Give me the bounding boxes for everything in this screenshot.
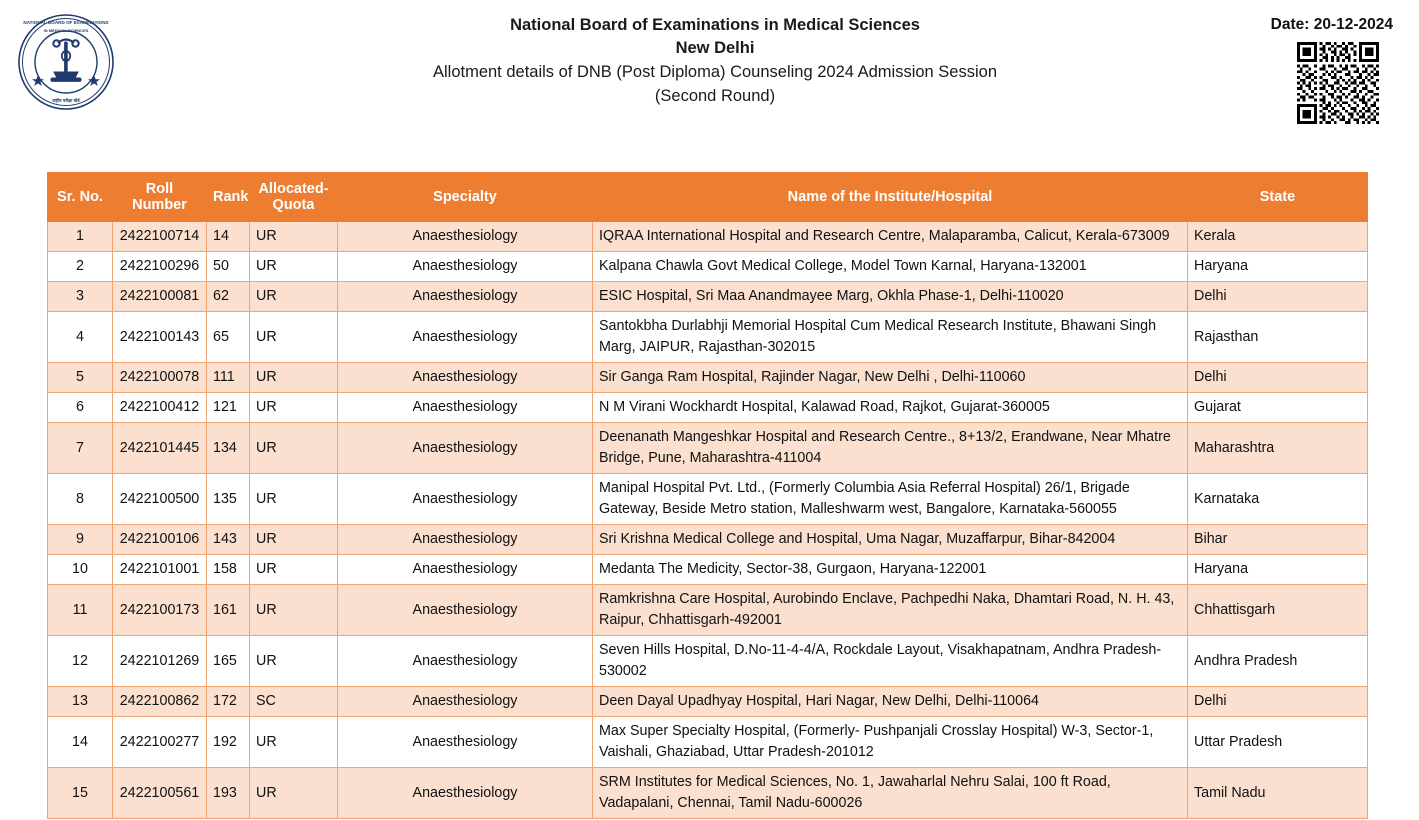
cell-sr-no: 6 — [48, 393, 113, 423]
table-row — [48, 282, 1368, 312]
cell-sr-no: 11 — [48, 585, 113, 636]
column-header-sr-no: Sr. No. — [48, 173, 113, 222]
cell-specialty: Anaesthesiology — [338, 312, 593, 363]
cell-rank: 192 — [207, 717, 250, 768]
table-row — [48, 393, 1368, 423]
table-header — [48, 173, 1368, 222]
cell-allocated-quota: UR — [250, 423, 338, 474]
cell-institute: N M Virani Wockhardt Hospital, Kalawad Road, Rajkot, Gujarat-360005 — [593, 393, 1188, 423]
cell-specialty: Anaesthesiology — [338, 222, 593, 252]
cell-rank: 135 — [207, 474, 250, 525]
cell-institute: Sri Krishna Medical College and Hospital, Uma Nagar, Muzaffarpur, Bihar-842004 — [593, 525, 1188, 555]
cell-roll-number: 2422100296 — [113, 252, 207, 282]
cell-allocated-quota: UR — [250, 636, 338, 687]
cell-specialty: Anaesthesiology — [338, 687, 593, 717]
cell-institute: Santokbha Durlabhji Memorial Hospital Cum Medical Research Institute, Bhawani Singh Marg, JAIPUR, Rajasthan-302015 — [593, 312, 1188, 363]
cell-institute: Ramkrishna Care Hospital, Aurobindo Enclave, Pachpedhi Naka, Dhamtari Road, N. H. 43, Raipur, Chhattisgarh-492001 — [593, 585, 1188, 636]
cell-allocated-quota: UR — [250, 474, 338, 525]
table-row — [48, 312, 1368, 363]
cell-sr-no: 13 — [48, 687, 113, 717]
cell-sr-no: 14 — [48, 717, 113, 768]
page-description-line2: (Second Round) — [654, 87, 776, 105]
cell-rank: 121 — [207, 393, 250, 423]
cell-institute: SRM Institutes for Medical Sciences, No. 1, Jawaharlal Nehru Salai, 100 ft Road, Vadapalani, Chennai, Tamil Nadu-600026 — [593, 768, 1188, 819]
allotment-table — [47, 172, 1368, 819]
cell-allocated-quota: UR — [250, 717, 338, 768]
cell-roll-number: 2422100078 — [113, 363, 207, 393]
cell-state: Uttar Pradesh — [1188, 717, 1368, 768]
table-row — [48, 585, 1368, 636]
cell-roll-number: 2422101269 — [113, 636, 207, 687]
cell-roll-number: 2422100173 — [113, 585, 207, 636]
cell-rank: 172 — [207, 687, 250, 717]
cell-institute: Sir Ganga Ram Hospital, Rajinder Nagar, New Delhi , Delhi-110060 — [593, 363, 1188, 393]
cell-specialty: Anaesthesiology — [338, 423, 593, 474]
table-row — [48, 525, 1368, 555]
cell-rank: 143 — [207, 525, 250, 555]
cell-sr-no: 15 — [48, 768, 113, 819]
cell-specialty: Anaesthesiology — [338, 363, 593, 393]
cell-sr-no: 10 — [48, 555, 113, 585]
cell-rank: 50 — [207, 252, 250, 282]
cell-sr-no: 9 — [48, 525, 113, 555]
cell-specialty: Anaesthesiology — [338, 585, 593, 636]
cell-sr-no: 5 — [48, 363, 113, 393]
cell-state: Andhra Pradesh — [1188, 636, 1368, 687]
cell-specialty: Anaesthesiology — [338, 282, 593, 312]
page-title: National Board of Examinations in Medical Sciences — [510, 16, 920, 34]
cell-allocated-quota: UR — [250, 585, 338, 636]
allotment-table-container — [47, 172, 1367, 819]
cell-allocated-quota: UR — [250, 252, 338, 282]
column-header-allocated-quota: Allocated-Quota — [250, 173, 338, 222]
cell-rank: 65 — [207, 312, 250, 363]
cell-state: Tamil Nadu — [1188, 768, 1368, 819]
cell-sr-no: 4 — [48, 312, 113, 363]
cell-state: Bihar — [1188, 525, 1368, 555]
cell-institute: ESIC Hospital, Sri Maa Anandmayee Marg, Okhla Phase-1, Delhi-110020 — [593, 282, 1188, 312]
cell-sr-no: 7 — [48, 423, 113, 474]
cell-allocated-quota: UR — [250, 312, 338, 363]
cell-state: Gujarat — [1188, 393, 1368, 423]
cell-allocated-quota: UR — [250, 393, 338, 423]
cell-institute: Deenanath Mangeshkar Hospital and Research Centre., 8+13/2, Erandwane, Near Mhatre Bridge, Pune, Maharashtra-411004 — [593, 423, 1188, 474]
column-header-specialty: Specialty — [338, 173, 593, 222]
cell-specialty: Anaesthesiology — [338, 525, 593, 555]
cell-roll-number: 2422100143 — [113, 312, 207, 363]
cell-sr-no: 2 — [48, 252, 113, 282]
cell-allocated-quota: UR — [250, 363, 338, 393]
cell-specialty: Anaesthesiology — [338, 555, 593, 585]
cell-institute: Kalpana Chawla Govt Medical College, Model Town Karnal, Haryana-132001 — [593, 252, 1188, 282]
column-header-rank: Rank — [207, 173, 250, 222]
cell-sr-no: 12 — [48, 636, 113, 687]
cell-rank: 14 — [207, 222, 250, 252]
cell-state: Haryana — [1188, 252, 1368, 282]
document-date: Date: 20-12-2024 — [1270, 16, 1393, 33]
column-header-roll-number: Roll Number — [113, 173, 207, 222]
cell-state: Delhi — [1188, 282, 1368, 312]
table-row — [48, 363, 1368, 393]
cell-sr-no: 1 — [48, 222, 113, 252]
cell-state: Karnataka — [1188, 474, 1368, 525]
cell-allocated-quota: UR — [250, 768, 338, 819]
cell-roll-number: 2422100277 — [113, 717, 207, 768]
cell-state: Kerala — [1188, 222, 1368, 252]
page-subtitle-city: New Delhi — [675, 39, 755, 57]
cell-roll-number: 2422100500 — [113, 474, 207, 525]
svg-text:IN MEDICAL SCIENCES: IN MEDICAL SCIENCES — [43, 28, 89, 33]
table-header-row — [48, 173, 1368, 222]
cell-state: Delhi — [1188, 687, 1368, 717]
cell-sr-no: 3 — [48, 282, 113, 312]
cell-specialty: Anaesthesiology — [338, 636, 593, 687]
table-row — [48, 222, 1368, 252]
cell-allocated-quota: UR — [250, 222, 338, 252]
cell-rank: 62 — [207, 282, 250, 312]
table-body — [48, 222, 1368, 819]
cell-roll-number: 2422100561 — [113, 768, 207, 819]
cell-rank: 111 — [207, 363, 250, 393]
cell-rank: 193 — [207, 768, 250, 819]
page-description-line1: Allotment details of DNB (Post Diploma) Counseling 2024 Admission Session — [432, 63, 998, 81]
cell-state: Chhattisgarh — [1188, 585, 1368, 636]
cell-roll-number: 2422101445 — [113, 423, 207, 474]
table-row — [48, 768, 1368, 819]
cell-institute: Seven Hills Hospital, D.No-11-4-4/A, Rockdale Layout, Visakhapatnam, Andhra Pradesh-530002 — [593, 636, 1188, 687]
cell-state: Maharashtra — [1188, 423, 1368, 474]
svg-text:राष्ट्रीय परीक्षा बोर्ड: राष्ट्रीय परीक्षा बोर्ड — [52, 98, 80, 103]
cell-institute: Deen Dayal Upadhyay Hospital, Hari Nagar, New Delhi, Delhi-110064 — [593, 687, 1188, 717]
cell-roll-number: 2422101001 — [113, 555, 207, 585]
cell-roll-number: 2422100106 — [113, 525, 207, 555]
header-title-block — [320, 14, 1110, 108]
cell-rank: 134 — [207, 423, 250, 474]
table-row — [48, 687, 1368, 717]
cell-sr-no: 8 — [48, 474, 113, 525]
cell-roll-number: 2422100081 — [113, 282, 207, 312]
cell-allocated-quota: SC — [250, 687, 338, 717]
cell-specialty: Anaesthesiology — [338, 474, 593, 525]
cell-specialty: Anaesthesiology — [338, 768, 593, 819]
table-row — [48, 252, 1368, 282]
qr-code — [1297, 42, 1379, 124]
cell-state: Haryana — [1188, 555, 1368, 585]
cell-roll-number: 2422100862 — [113, 687, 207, 717]
cell-institute: Medanta The Medicity, Sector-38, Gurgaon, Haryana-122001 — [593, 555, 1188, 585]
cell-rank: 161 — [207, 585, 250, 636]
cell-roll-number: 2422100714 — [113, 222, 207, 252]
table-row — [48, 636, 1368, 687]
cell-roll-number: 2422100412 — [113, 393, 207, 423]
cell-allocated-quota: UR — [250, 555, 338, 585]
table-row — [48, 717, 1368, 768]
column-header-state: State — [1188, 173, 1368, 222]
cell-specialty: Anaesthesiology — [338, 252, 593, 282]
column-header-institute: Name of the Institute/Hospital — [593, 173, 1188, 222]
cell-state: Delhi — [1188, 363, 1368, 393]
cell-specialty: Anaesthesiology — [338, 717, 593, 768]
nbems-seal-logo — [10, 12, 123, 112]
table-row — [48, 474, 1368, 525]
svg-text:NATIONAL BOARD OF EXAMINATIONS: NATIONAL BOARD OF EXAMINATIONS — [23, 20, 109, 25]
document-header — [0, 0, 1419, 130]
cell-rank: 158 — [207, 555, 250, 585]
cell-allocated-quota: UR — [250, 282, 338, 312]
header-date-block — [1219, 16, 1399, 124]
table-row — [48, 423, 1368, 474]
cell-institute: Max Super Specialty Hospital, (Formerly- Pushpanjali Crosslay Hospital) W-3, Sector-1, Vaishali, Ghaziabad, Uttar Pradesh-201012 — [593, 717, 1188, 768]
cell-institute: IQRAA International Hospital and Research Centre, Malaparamba, Calicut, Kerala-673009 — [593, 222, 1188, 252]
cell-rank: 165 — [207, 636, 250, 687]
cell-state: Rajasthan — [1188, 312, 1368, 363]
cell-institute: Manipal Hospital Pvt. Ltd., (Formerly Columbia Asia Referral Hospital) 26/1, Brigade Gateway, Beside Metro station, Malleshwarm west, Bangalore, Karnataka-560055 — [593, 474, 1188, 525]
cell-allocated-quota: UR — [250, 525, 338, 555]
table-row — [48, 555, 1368, 585]
cell-specialty: Anaesthesiology — [338, 393, 593, 423]
